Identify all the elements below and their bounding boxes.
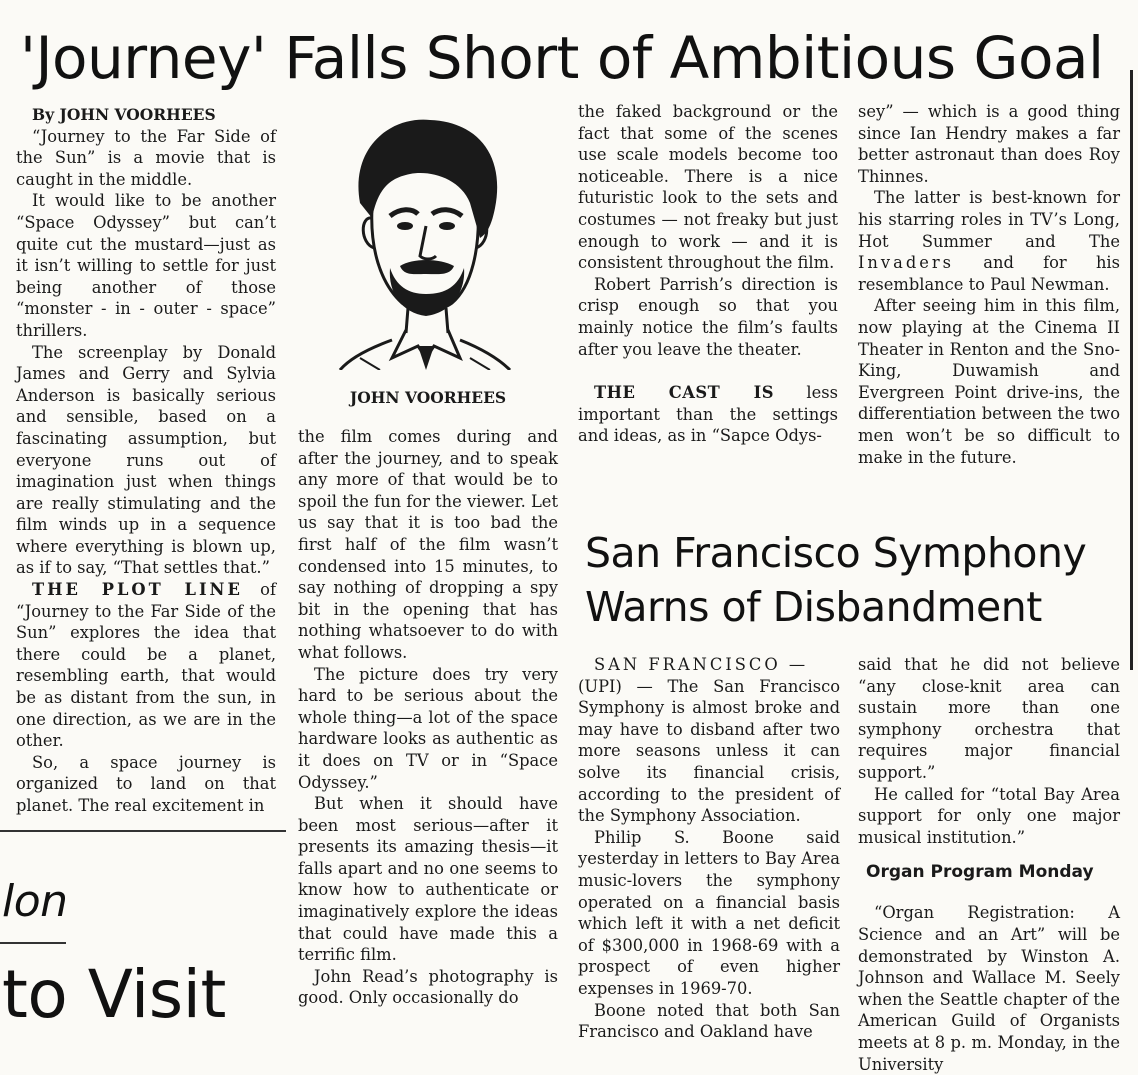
paragraph-text: and for his resemblance to Paul Newman.: [858, 253, 1120, 294]
author-portrait: [320, 108, 520, 370]
paragraph: John Read’s photography is good. Only occasionally do: [298, 966, 558, 1008]
dateline: [578, 654, 840, 676]
subhead-the-cast: THE CAST IS: [594, 383, 775, 403]
subhead-plot-line: THE PLOT LINE: [32, 580, 243, 600]
dateline-text: SAN FRANCISCO —: [594, 655, 809, 674]
paragraph: The picture does try very hard to be serious about the whole thing—a lot of the space hardware looks as authentic as it does on TV or in “Space Odyssey.”: [298, 664, 558, 792]
paragraph: The screenplay by Donald James and Gerry and Sylvia Anderson is basically serious and sensible, based on a fascinating assumption, but everyone runs out of imagination just when things are really stimulating and the film winds up in a sequence where everything is blown up, as if to say, “That settles that.”: [16, 342, 276, 578]
paragraph: Philip S. Boone said yesterday in letters to Bay Area music-lovers the symphony operated on a financial basis which left it with a net deficit of $300,000 in 1968-69 with a prospect of even higher expenses in 1969-70.: [578, 827, 840, 998]
headline-fragment-to-visit: to Visit: [2, 956, 226, 1033]
paragraph: [858, 187, 1120, 295]
symphony-headline-line-1: San Francisco Symphony: [585, 529, 1087, 577]
paragraph: Boone noted that both San Francisco and Oakland have: [578, 1000, 840, 1042]
paragraph: the film comes during and after the journey, and to speak any more of that would be to spoil the fun for the viewer. Let us say that it is too bad the first half of the film wasn’t condensed into 15 minutes, to say nothing of dropping a spy bit in the opening that has nothing whatsoever to do with what follows.: [298, 427, 558, 662]
paragraph: [16, 579, 276, 752]
symphony-column-1: [578, 654, 840, 1043]
paragraph: It would like to be another “Space Odyssey” but can’t quite cut the mustard—just as it isn’t willing to settle for just being another of those “monster - in - outer - space” thrillers.: [16, 191, 276, 340]
main-headline: 'Journey' Falls Short of Ambitious Goal: [20, 24, 1104, 92]
paragraph-text: less important than the settings and ideas, as in “Sapce Odys-: [578, 383, 838, 446]
page-edge-line: [1130, 70, 1133, 670]
organ-headline: Organ Program Monday: [866, 862, 1094, 882]
fragment-rule: [0, 942, 66, 944]
paragraph-text: The latter is best-known for his starring roles in TV’s Long, Hot Summer and The: [858, 188, 1120, 251]
organ-paragraph: “Organ Registration: A Science and an Art” will be demonstrated by Winston A. Johnson and Wallace M. Seely when the Seattle chapter of the American Guild of Organists meets at 8 p. m. Monday, in the University: [858, 903, 1120, 1074]
paragraph-text: of “Journey to the Far Side of the Sun” explores the idea that there could be a planet, resembling earth, that would be as distant from the sun, in one direction, as we are in the other.: [16, 580, 276, 751]
article-column-3: [578, 101, 838, 447]
paragraph: After seeing him in this film, now playing at the Cinema II Theater in Renton and the Sno-King, Duwamish and Evergreen Point drive-ins, the differentiation between the two men won’t be so difficult to make in the future.: [858, 296, 1120, 467]
paragraph: Robert Parrish’s direction is crisp enough so that you mainly notice the film’s faults after you leave the theater.: [578, 274, 838, 359]
paragraph: sey” — which is a good thing since Ian Hendry makes a far better astronaut than does Roy Thinnes.: [858, 102, 1120, 186]
paragraph: He called for “total Bay Area support for only one major musical institution.”: [858, 784, 1120, 847]
paragraph: But when it should have been most serious—after it presents its amazing thesis—it falls apart and no one seems to know how to authenticate or imaginatively explore the ideas that could have made this a terrific film.: [298, 794, 558, 965]
byline: By JOHN VOORHEES: [32, 105, 216, 124]
paragraph: So, a space journey is organized to land on that planet. The real excitement in: [16, 752, 276, 815]
article-column-2: [298, 426, 558, 1009]
paragraph: said that he did not believe “any close-knit area can sustain more than one symphony orchestra that requires major financial support.”: [858, 655, 1120, 782]
headline-fragment-lon: lon: [2, 876, 68, 927]
paragraph: “Journey to the Far Side of the Sun” is a movie that is caught in the middle.: [16, 126, 276, 189]
article-column-4: [858, 101, 1120, 468]
show-title: Invaders: [858, 253, 955, 273]
column-divider-rule: [0, 830, 286, 832]
paragraph: (UPI) — The San Francisco Symphony is almost broke and may have to disband after two more seasons unless it can solve its financial crisis, according to the president of the Symphony Association.: [578, 676, 840, 826]
article-column-1: [16, 104, 276, 817]
symphony-headline-line-2: Warns of Disbandment: [585, 583, 1042, 631]
portrait-caption: JOHN VOORHEES: [349, 388, 507, 407]
paragraph: the faked background or the fact that some of the scenes use scale models become too noticeable. There is a nice futuristic look to the sets and costumes — not freaky but just enough to work — and it is consistent throughout the film.: [578, 102, 838, 273]
paragraph: [578, 382, 838, 447]
